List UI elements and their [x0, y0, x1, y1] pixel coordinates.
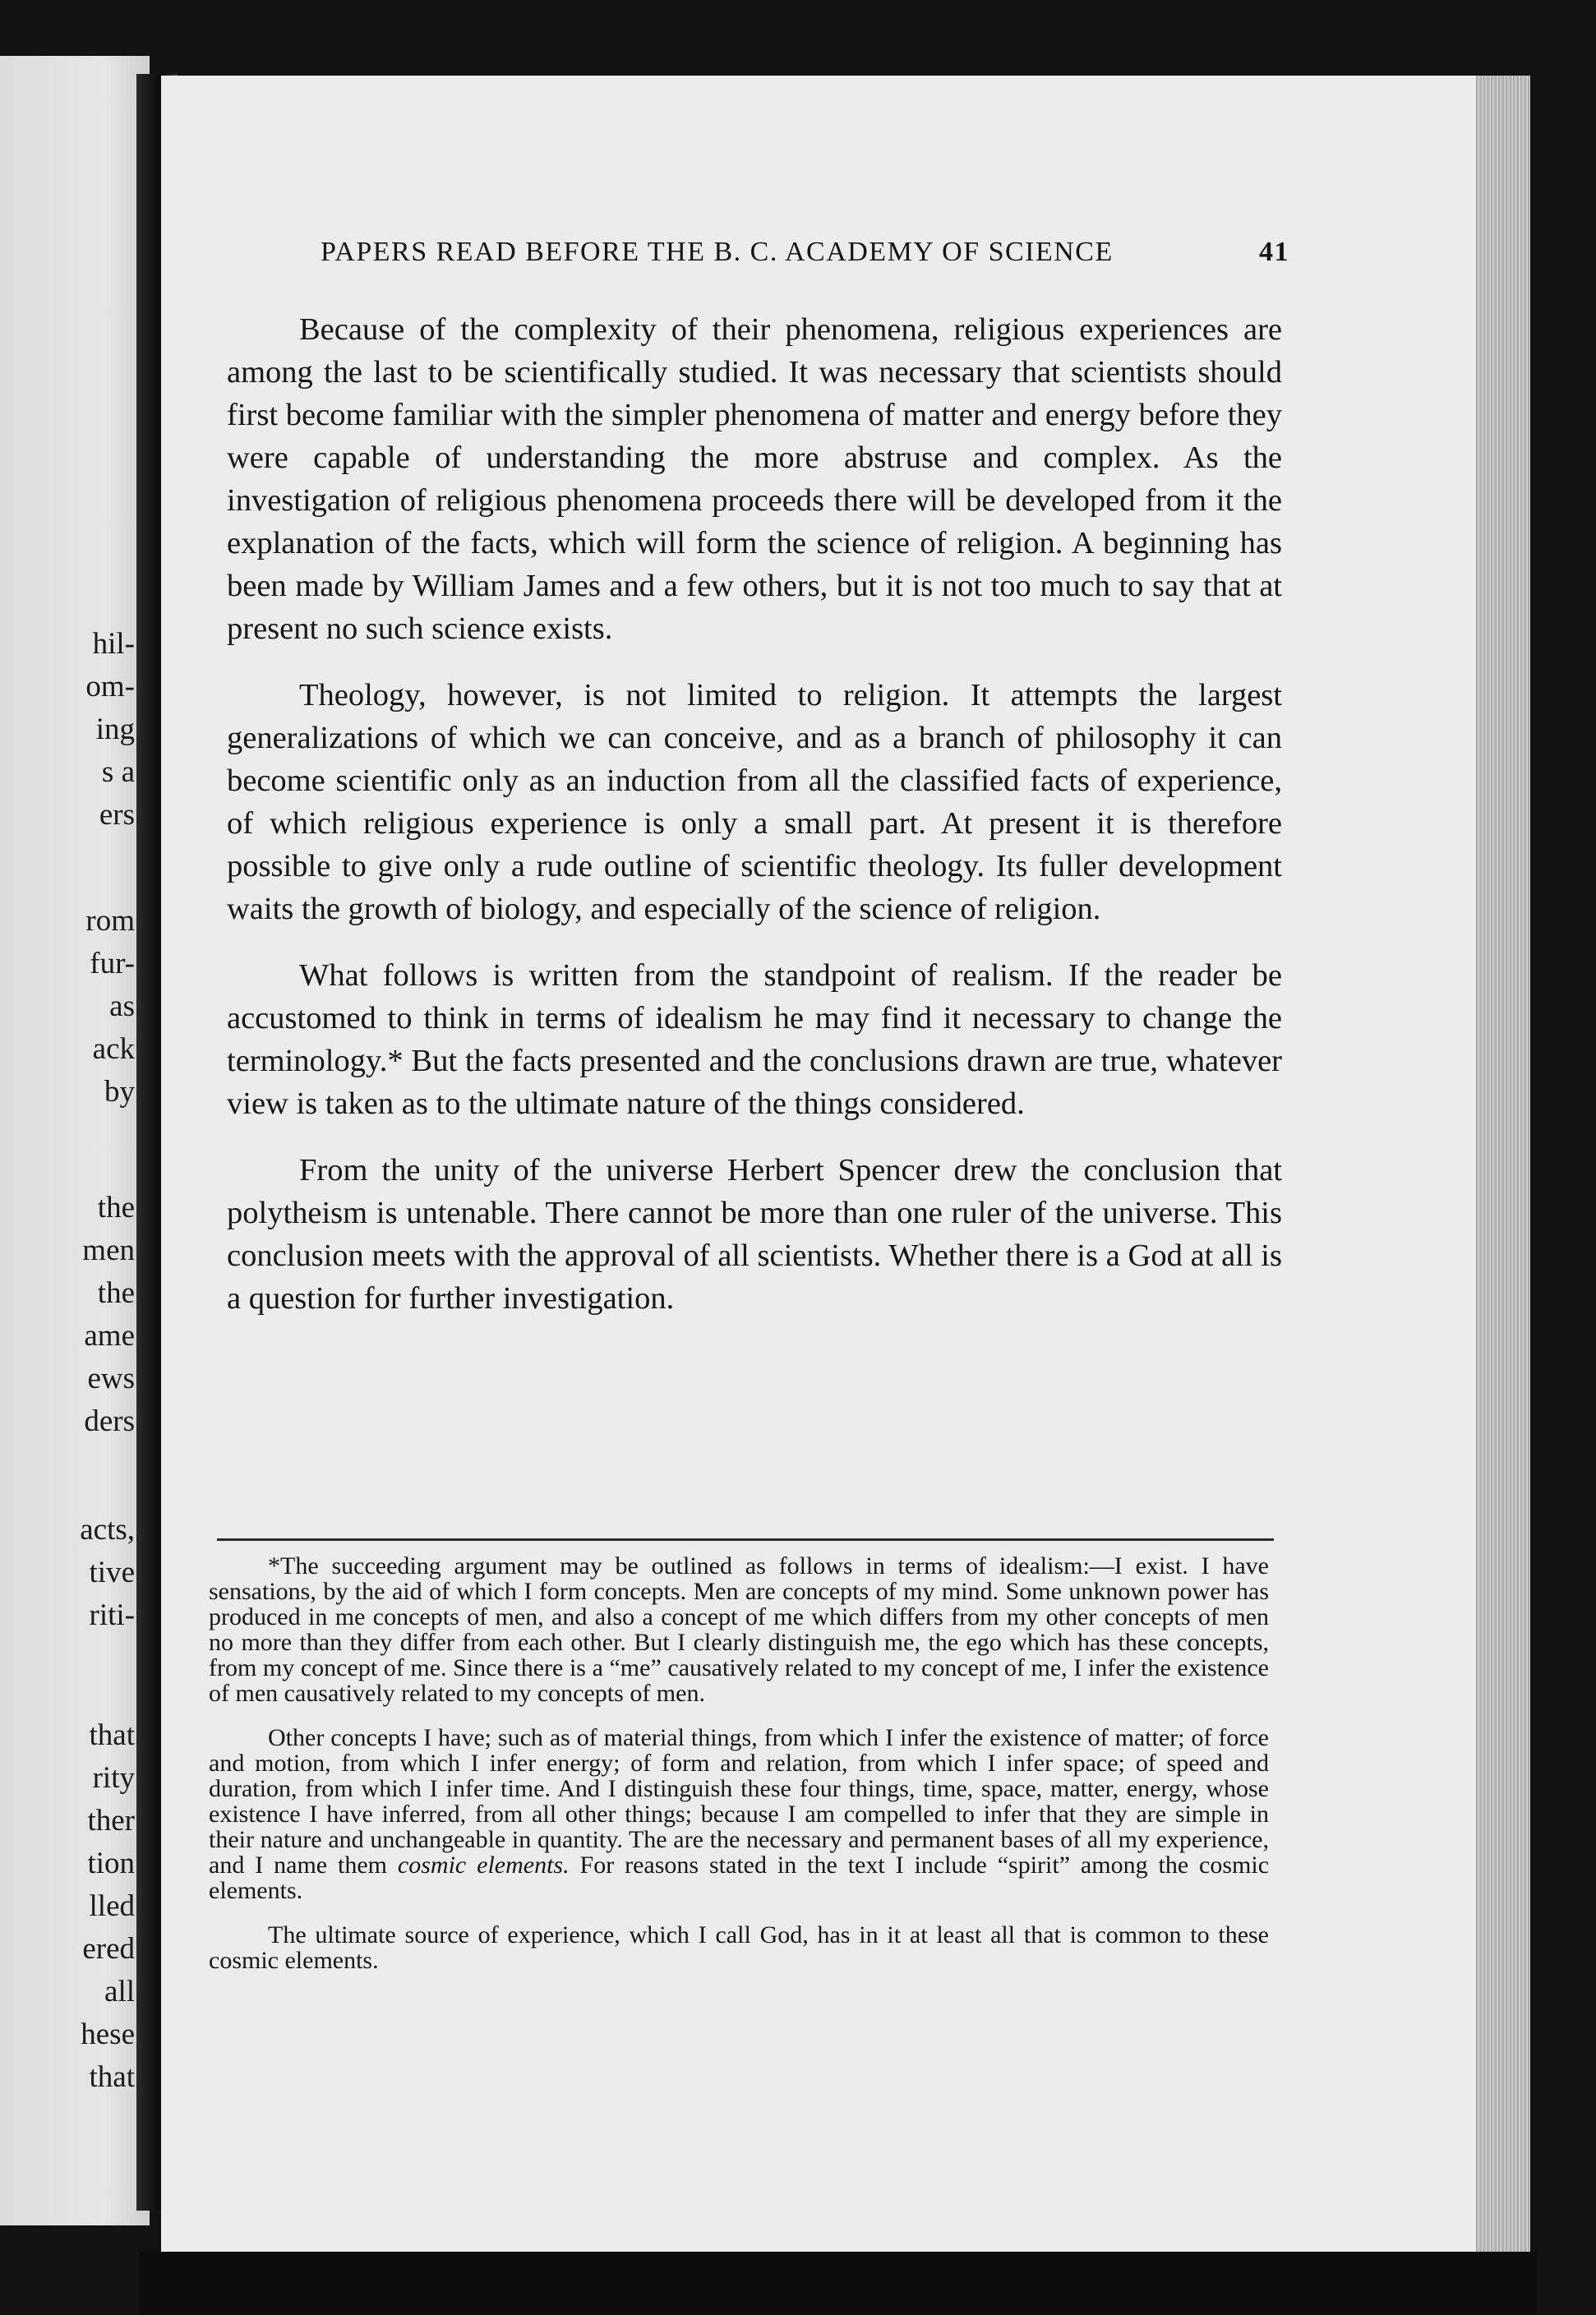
running-header — [321, 237, 1290, 268]
paragraph: From the unity of the universe Herbert Spencer drew the conclusion that polytheism is untenable. There cannot be more than one ruler of the universe. This conclusion meets with the approval of all scientists. Whether there is a God at all is a question for further investigation. — [227, 1153, 1282, 1316]
left-page-line: ing — [95, 712, 135, 746]
footnote: *The succeeding argument may be outlined as follows in terms of idealism:—I exist. I have sensations, by the aid of which I form concepts. Men are concepts of my mind. Some unknown power has produced in me concepts of men, and also a concept of me which differs from my other concepts of men no more than they differ from each other. But I clearly distinguish me, the ego which has these concepts, from my concept of me. Since there is a “me” causatively related to my concept of me, I infer the existence of men causatively related to my concepts of men. — [209, 1552, 1269, 1707]
left-page-line: by — [104, 1075, 135, 1109]
paragraph: What follows is written from the standpoint of realism. If the reader be accustomed to think in terms of idealism he may find it necessary to change the terminology.* But the facts presented and the conclusions drawn are true, whatever view is taken as to the ultimate nature of the things considered. — [227, 958, 1282, 1121]
left-page-line: hese — [81, 2018, 135, 2051]
scan-border — [140, 2252, 1537, 2315]
footnote: The ultimate source of experience, which I call God, has in it at least all that is common to these cosmic elements. — [209, 1921, 1269, 1974]
left-page-line: fur- — [90, 947, 135, 980]
left-page-line: rom — [85, 904, 135, 938]
left-page-line: ers — [99, 798, 135, 832]
left-page-line: men — [82, 1234, 135, 1267]
left-page-line: the — [97, 1191, 135, 1224]
left-page-line: rity — [92, 1761, 135, 1795]
left-page-line: as — [109, 989, 135, 1023]
left-page-line: ame — [84, 1319, 135, 1353]
left-page-line: hil- — [92, 627, 135, 661]
left-page-line: acts, — [80, 1513, 135, 1547]
footnotes — [209, 1553, 1269, 1992]
footnote — [209, 1725, 1269, 1903]
facing-page — [0, 56, 150, 2225]
left-page-line: s a — [101, 755, 135, 789]
page-edge — [1476, 76, 1530, 2257]
left-page-line: all — [104, 1975, 135, 2008]
footnote-rule — [217, 1538, 1274, 1541]
footnote-text: Other concepts I have; such as of material things, from which I infer the existence of matter; of force and motion, from which I infer energy; of form and relation, from which I infer space; of speed and duration, from which I infer time. And I distinguish these four things, time, space, matter, energy, whose existence I have inferred, from all other things; because I am compelled to infer that they are simple in their nature and unchangeable in quantity. The are the necessary and permanent bases of all my experience, and I name them — [209, 1724, 1269, 1879]
left-page-line: riti- — [89, 1598, 135, 1632]
left-page-line: lled — [89, 1889, 135, 1923]
left-page-line: om- — [85, 670, 135, 703]
running-title: PAPERS READ BEFORE THE B. C. ACADEMY OF SCIENCE — [321, 237, 1114, 267]
left-page-line: ack — [92, 1032, 135, 1066]
paragraph: Theology, however, is not limited to religion. It attempts the largest generalizations of which we can conceive, and as a branch of philosophy it can become scientific only as an induction from all the classified facts of experience, of which religious experience is only a small part. At present it is therefore possible to give only a rude outline of scientific theology. Its fuller development waits the growth of biology, and especially of the science of religion. — [227, 678, 1282, 926]
left-page-line: tion — [87, 1847, 135, 1880]
left-page-line: ered — [82, 1932, 135, 1966]
left-page-line: tive — [89, 1556, 135, 1589]
left-page-line: the — [97, 1276, 135, 1310]
left-page-line: ders — [84, 1404, 135, 1438]
left-page-line: ther — [87, 1804, 135, 1838]
left-page-line: that — [89, 1718, 135, 1752]
footnote-emphasis: cosmic elements. — [397, 1852, 570, 1879]
paragraph: Because of the complexity of their phenomena, religious experiences are among the last to be scientifically studied. It was necessary that scientists should first become familiar with the simpler phenomena of matter and energy before they were capable of understanding the more abstruse and complex. As the investigation of religious phenomena proceeds there will be developed from it the explanation of the facts, which will form the science of religion. A beginning has been made by William James and a few others, but it is not too much to say that at present no such science exists. — [227, 312, 1282, 646]
page-number: 41 — [1259, 237, 1289, 267]
body-text — [227, 308, 1282, 1344]
footnote-text: For reasons stated in the text I include “spirit” among the cosmic elements. — [209, 1852, 1270, 1904]
left-page-line: that — [89, 2060, 135, 2094]
left-page-line: ews — [87, 1362, 135, 1395]
